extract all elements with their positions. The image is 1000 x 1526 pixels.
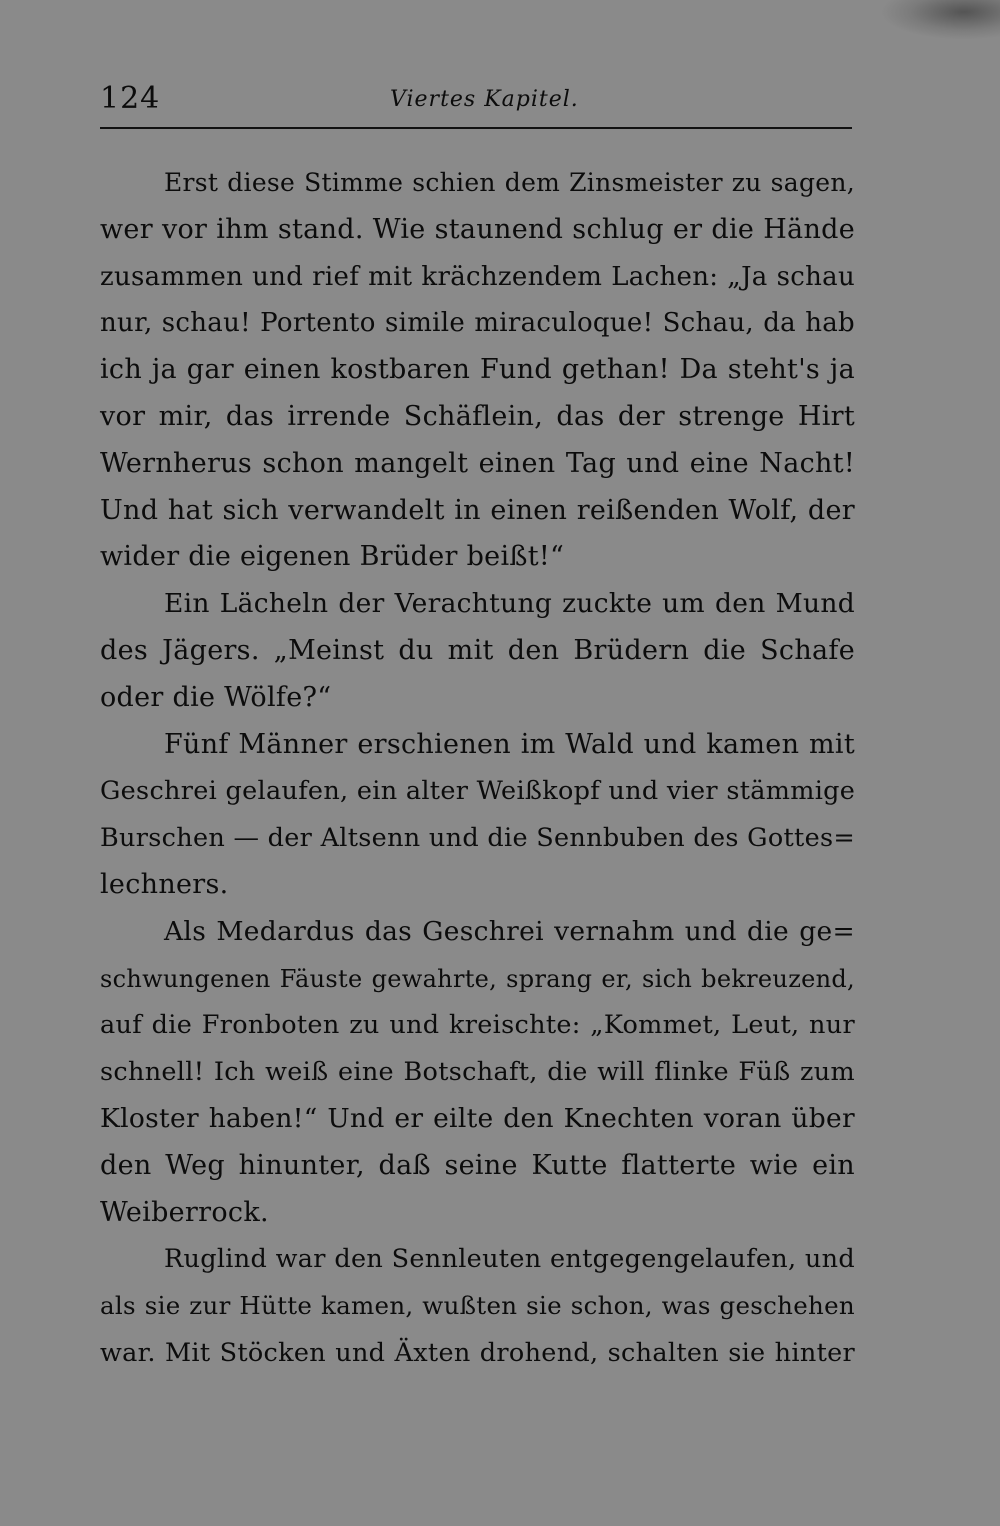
text-line: Wernherus schon mangelt einen Tag und eine Nacht! — [100, 447, 855, 479]
text-line: war. Mit Stöcken und Äxten drohend, schalten sie hinter — [100, 1337, 855, 1368]
text-line: Ein Lächeln der Verachtung zuckte um den Mund — [164, 588, 855, 620]
text-line: den Weg hinunter, daß seine Kutte flatterte wie ein — [100, 1149, 855, 1181]
text-line: lechners. — [100, 868, 229, 900]
text-line: wer vor ihm stand. Wie staunend schlug er die Hände — [100, 213, 855, 245]
paragraph — [100, 722, 855, 909]
paragraph — [100, 581, 855, 721]
page-stain — [880, 0, 1000, 40]
paragraph — [100, 160, 855, 581]
text-line: wider die eigenen Brüder beißt!“ — [100, 541, 565, 573]
text-line: auf die Fronboten zu und kreischte: „Kommet, Leut, nur — [100, 1010, 855, 1041]
text-line: vor mir, das irrende Schäflein, das der strenge Hirt — [100, 400, 855, 432]
text-line: nur, schau! Portento simile miraculoque! Schau, da hab — [100, 308, 855, 339]
text-line: Und hat sich verwandelt in einen reißenden Wolf, der — [100, 494, 855, 526]
paragraph — [100, 1236, 855, 1376]
page-header — [100, 78, 852, 120]
text-line: ich ja gar einen kostbaren Fund gethan! Da steht's ja — [100, 354, 855, 386]
text-line: Burschen — der Altsenn und die Sennbuben des Gottes= — [100, 823, 856, 854]
text-line: Kloster haben!“ Und er eilte den Knechten voran über — [100, 1102, 855, 1134]
text-line: als sie zur Hütte kamen, wußten sie schon, was geschehen — [100, 1291, 855, 1321]
body-text — [100, 160, 855, 1377]
text-line: Weiberrock. — [100, 1196, 269, 1228]
text-line: Geschrei gelaufen, ein alter Weißkopf und vier stämmige — [100, 776, 856, 807]
text-line: Als Medardus das Geschrei vernahm und die ge= — [164, 915, 855, 947]
header-rule — [100, 127, 852, 129]
paragraph — [100, 909, 855, 1237]
text-line: Erst diese Stimme schien dem Zinsmeister zu sagen, — [164, 168, 855, 197]
text-line: oder die Wölfe?“ — [100, 681, 332, 713]
running-head: Viertes Kapitel. — [390, 87, 579, 112]
page-number: 124 — [100, 81, 161, 116]
text-line: schnell! Ich weiß eine Botschaft, die will flinke Füß zum — [100, 1057, 855, 1088]
text-line: Ruglind war den Sennleuten entgegengelaufen, und — [164, 1244, 855, 1275]
text-line: schwungenen Fäuste gewahrte, sprang er, sich bekreuzend, — [100, 964, 855, 993]
text-line: Fünf Männer erschienen im Wald und kamen mit — [164, 728, 855, 760]
text-line: zusammen und rief mit krächzendem Lachen: „Ja schau — [100, 261, 855, 292]
text-line: des Jägers. „Meinst du mit den Brüdern die Schafe — [100, 634, 855, 666]
